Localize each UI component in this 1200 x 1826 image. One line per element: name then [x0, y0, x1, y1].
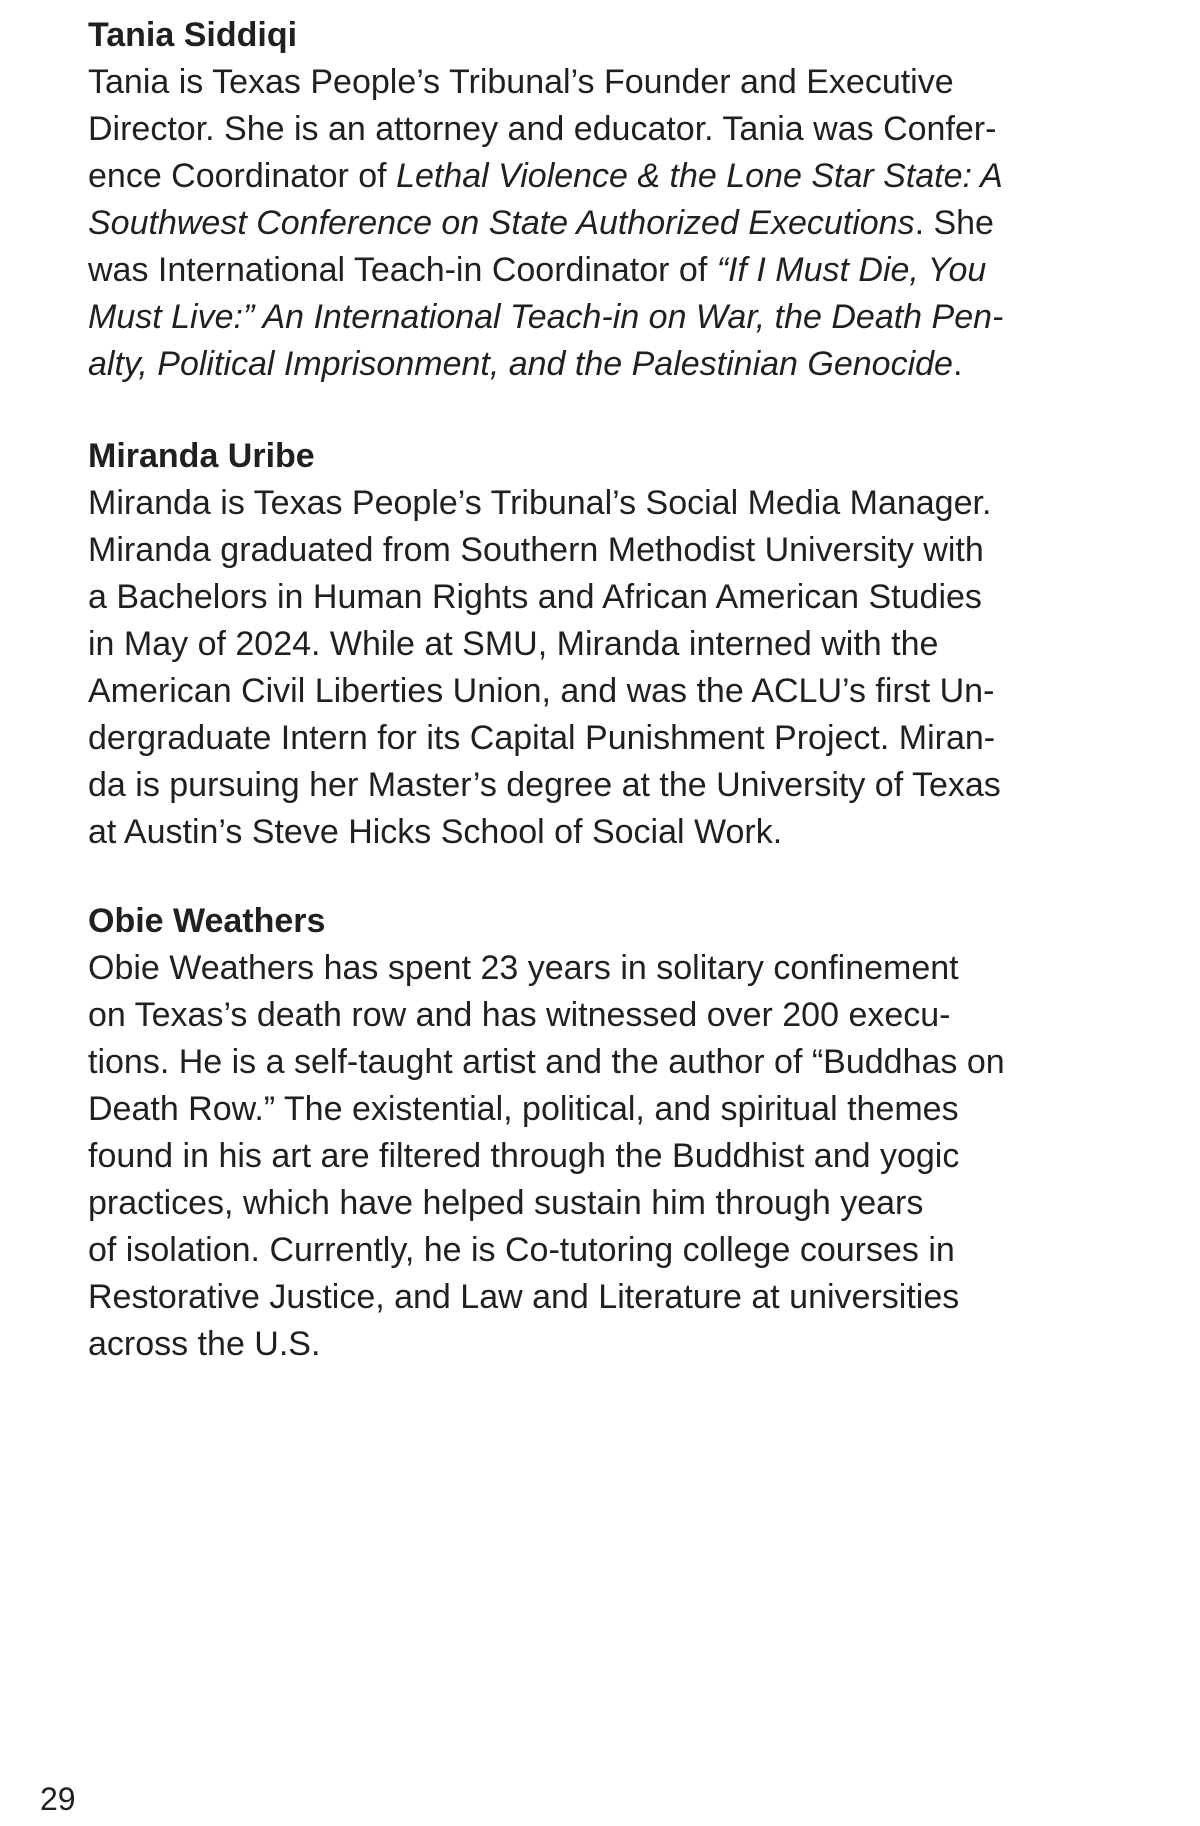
bio-text: da is pursuing her Master’s degree at the University of Texas — [88, 766, 1001, 804]
bio-line — [88, 668, 1128, 715]
bio-miranda-uribe — [88, 433, 1128, 856]
bio-text: Obie Weathers has spent 23 years in solitary confinement — [88, 949, 959, 987]
bio-text: at Austin’s Steve Hicks School of Social Work. — [88, 813, 783, 851]
bio-text: of isolation. Currently, he is Co-tutoring college courses in — [88, 1231, 955, 1269]
bio-line — [88, 621, 1128, 668]
bio-line — [88, 992, 1128, 1039]
bio-name: Obie Weathers — [88, 902, 326, 940]
italic-title-text: Must Live:” An International Teach-in on War, the Death Pen- — [88, 298, 1004, 336]
bio-line — [88, 574, 1128, 621]
bio-line — [88, 1180, 1128, 1227]
bio-line — [88, 1274, 1128, 1321]
bio-line — [88, 1227, 1128, 1274]
bio-line — [88, 200, 1128, 247]
bio-body — [88, 59, 1128, 388]
italic-title-text: Lethal Violence & the Lone Star State: A — [396, 157, 1003, 195]
bio-line — [88, 715, 1128, 762]
bio-text: Miranda graduated from Southern Methodist University with — [88, 531, 984, 569]
bio-text: dergraduate Intern for its Capital Punishment Project. Miran- — [88, 719, 996, 757]
bio-text: . She — [914, 204, 994, 242]
bio-text: tions. He is a self-taught artist and the author of “Buddhas on — [88, 1043, 1005, 1081]
bio-line — [88, 106, 1128, 153]
bio-obie-weathers — [88, 898, 1128, 1368]
bio-text: Restorative Justice, and Law and Literature at universities — [88, 1278, 960, 1316]
bio-text: Director. She is an attorney and educator. Tania was Confer- — [88, 110, 997, 148]
page-number: 29 — [40, 1781, 76, 1817]
bio-text: . — [952, 345, 963, 383]
bio-line — [88, 1086, 1128, 1133]
bio-text: Tania is Texas People’s Tribunal’s Founder and Executive — [88, 63, 954, 101]
bio-tania-siddiqi — [88, 12, 1128, 388]
bio-line — [88, 527, 1128, 574]
bio-text: across the U.S. — [88, 1325, 321, 1363]
bio-line — [88, 945, 1128, 992]
bio-line — [88, 1321, 1128, 1368]
bio-line — [88, 1039, 1128, 1086]
bio-text: ence Coordinator of — [88, 157, 397, 195]
bio-line — [88, 1133, 1128, 1180]
bio-text: practices, which have helped sustain him through years — [88, 1184, 924, 1222]
bio-body — [88, 945, 1128, 1368]
bio-line — [88, 294, 1128, 341]
bio-line — [88, 59, 1128, 106]
italic-title-text: “If I Must Die, You — [716, 251, 987, 289]
italic-title-text: Southwest Conference on State Authorized Executions — [88, 204, 915, 242]
bio-name: Tania Siddiqi — [88, 16, 298, 54]
bio-line — [88, 480, 1128, 527]
bio-line — [88, 247, 1128, 294]
bio-text: Miranda is Texas People’s Tribunal’s Social Media Manager. — [88, 484, 992, 522]
bio-line — [88, 762, 1128, 809]
bio-text: found in his art are filtered through the Buddhist and yogic — [88, 1137, 960, 1175]
bio-text: Death Row.” The existential, political, and spiritual themes — [88, 1090, 959, 1128]
bio-text: was International Teach-in Coordinator of — [88, 251, 717, 289]
bio-line — [88, 341, 1128, 388]
bio-name: Miranda Uribe — [88, 437, 315, 475]
italic-title-text: alty, Political Imprisonment, and the Palestinian Genocide — [88, 345, 953, 383]
bio-body — [88, 480, 1128, 856]
bio-text: a Bachelors in Human Rights and African American Studies — [88, 578, 982, 616]
bio-text: in May of 2024. While at SMU, Miranda interned with the — [88, 625, 939, 663]
bio-text: American Civil Liberties Union, and was the ACLU’s first Un- — [88, 672, 995, 710]
bio-text: on Texas’s death row and has witnessed over 200 execu- — [88, 996, 951, 1034]
bio-line — [88, 153, 1128, 200]
bio-line — [88, 809, 1128, 856]
